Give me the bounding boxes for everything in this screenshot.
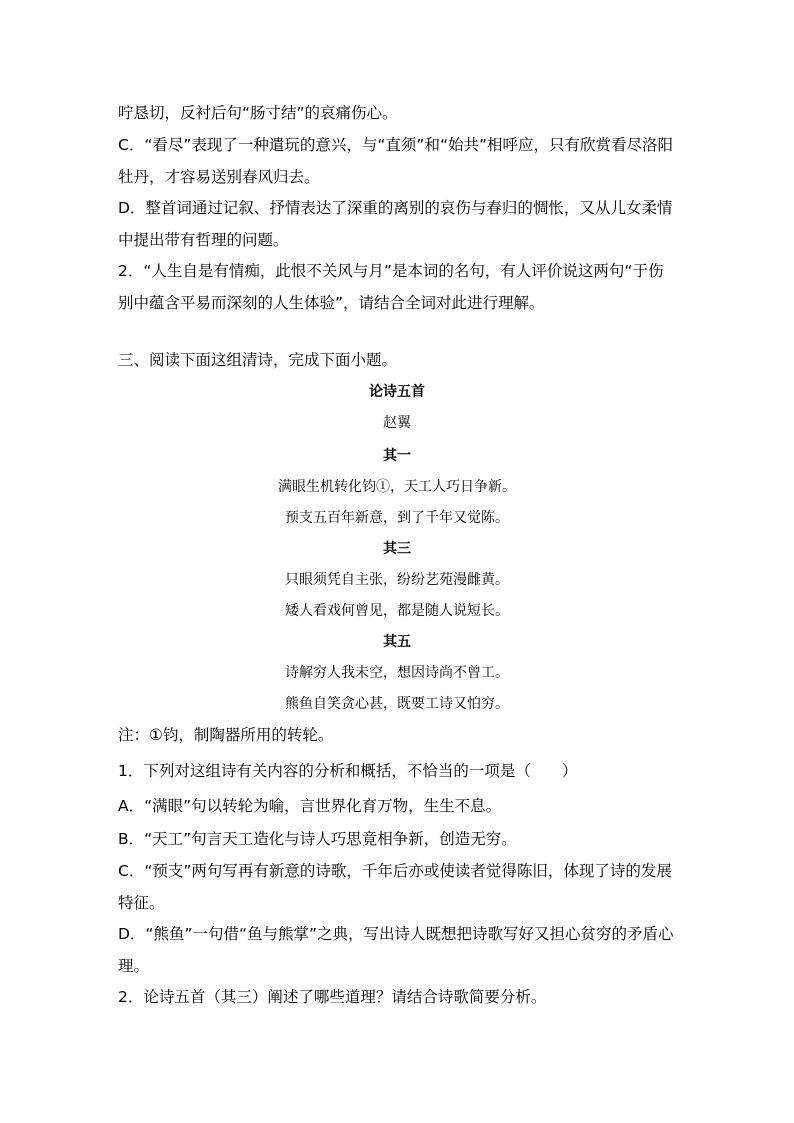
poem-line: 矮人看戏何曾见，都是随人说短长。 [285,603,509,619]
poem-line: 诗解穷人我未空，想因诗尚不曾工。 [285,665,509,681]
question-2: 2．“人生自是有情痴，此恨不关风与月”是本词的名句，有人评价说这两句“于伤别中蕴含平易而深刻的人生体验”，请结合全词对此进行理解。 [118,262,664,312]
option-a: A．“满眼”句以转轮为喻，言世界化育万物，生生不息。 [118,797,502,815]
poem-part-title: 其三 [383,541,411,557]
poem-title: 论诗五首 [369,384,425,400]
poem-part-title: 其五 [383,634,411,650]
option-d: D．“熊鱼”一句借“鱼与熊掌”之典，写出诗人既想把诗歌写好又担心贫穷的矛盾心理。 [118,925,674,975]
question-2: 2．论诗五首（其三）阐述了哪些道理？请结合诗歌简要分析。 [118,988,547,1006]
poem-note: 注：①钧，制陶器所用的转轮。 [118,726,334,744]
question-1: 1．下列对这组诗有关内容的分析和概括，不恰当的一项是（ ） [118,762,578,780]
poem-author: 赵翼 [383,415,411,431]
option-b: B．“天工”句言天工造化与诗人巧思竟相争新，创造无穷。 [118,830,517,848]
poem-line: 熊鱼自笑贪心甚，既要工诗又怕穷。 [285,696,509,712]
option-c: C．“预支”两句写再有新意的诗歌，千年后亦或使读者觉得陈旧，体现了诗的发展特征。 [118,862,672,912]
poem-line: 满眼生机转化钧①，天工人巧日争新。 [278,479,516,495]
section-heading: 三、阅读下面这组清诗，完成下面小题。 [118,351,398,369]
paragraph-continuation: 咛恳切，反衬后句“肠寸结”的哀痛伤心。 [118,104,398,122]
poem-part-title: 其一 [383,448,411,464]
poem-line: 预支五百年新意，到了千年又觉陈。 [285,510,509,526]
poem-line: 只眼须凭自主张，纷纷艺苑漫雌黄。 [285,572,509,588]
option-c: C．“看尽”表现了一种遣玩的意兴，与“直须”和“始共”相呼应，只有欣赏看尽洛阳牡丹，才容易送别春风归去。 [118,136,674,186]
option-d: D．整首词通过记叙、抒情表达了深重的离别的哀伤与春归的惆怅，又从儿女柔情中提出带有哲理的问题。 [118,199,673,249]
